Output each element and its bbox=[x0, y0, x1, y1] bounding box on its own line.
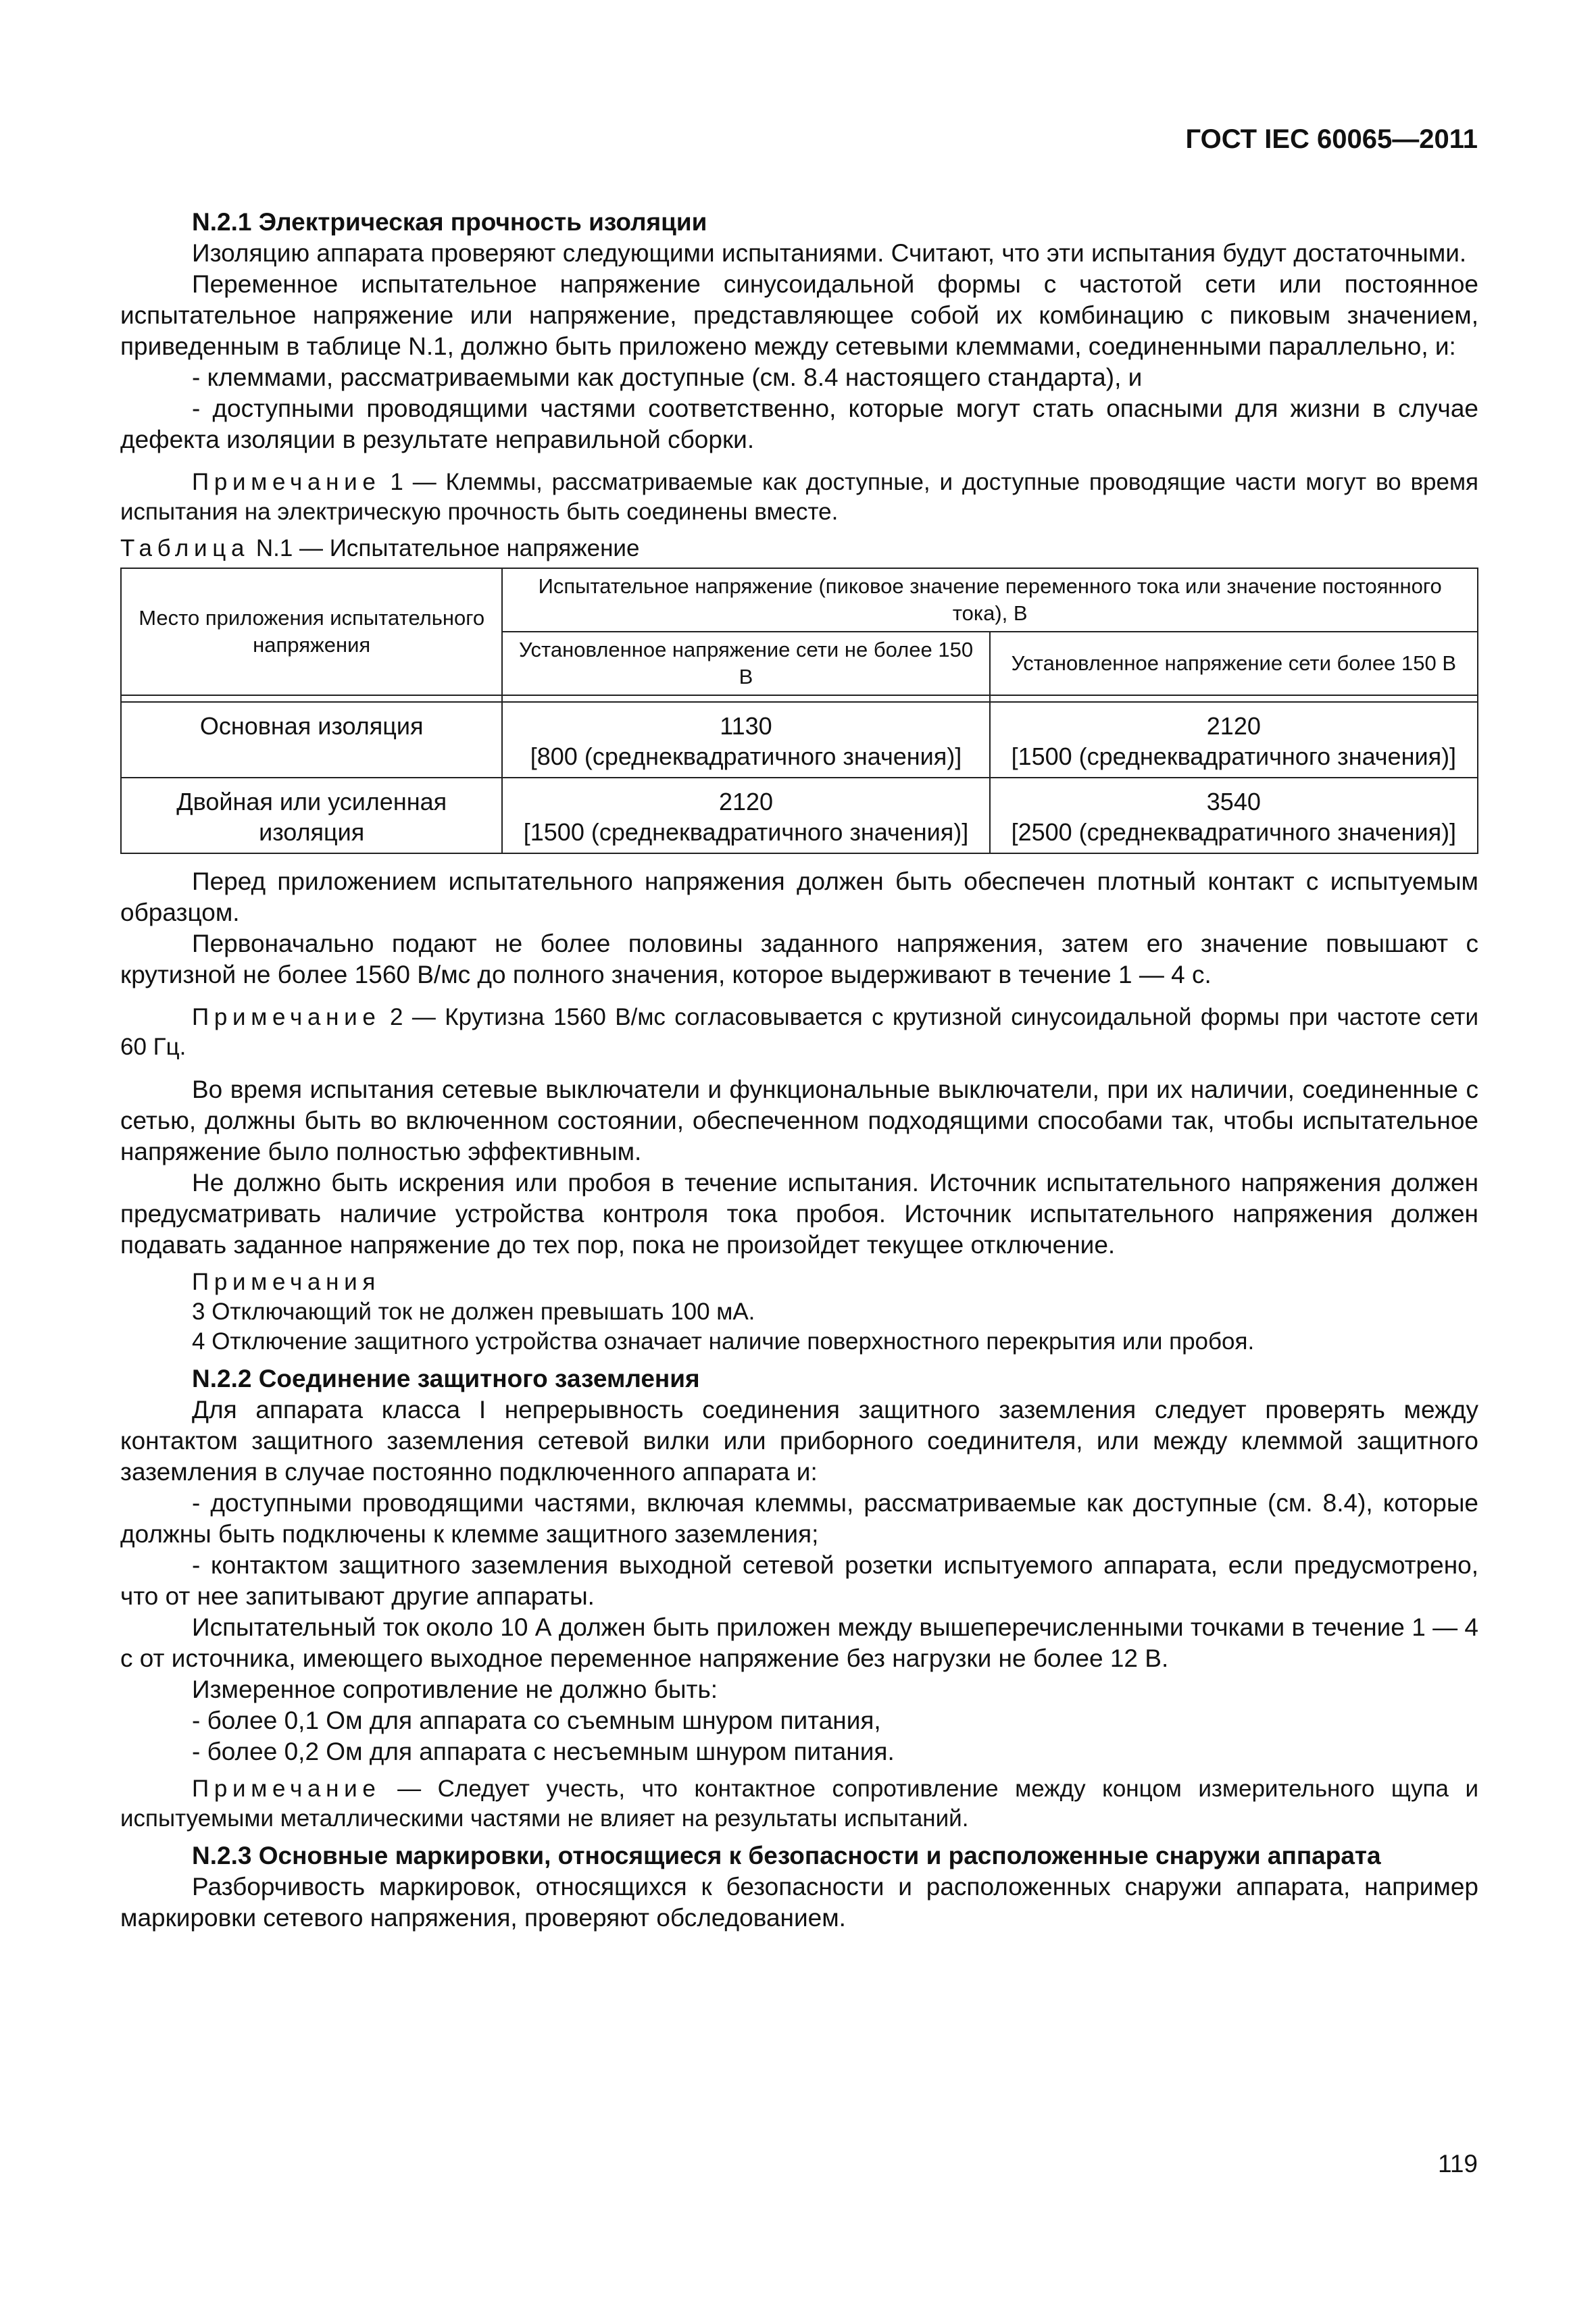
table-caption bbox=[120, 534, 1478, 563]
list-item: - контактом защитного заземления выходной сетевой розетки испытуемого аппарата, если предусмотрено, что от нее запитывают другие аппараты. bbox=[120, 1551, 1478, 1610]
table-row bbox=[121, 702, 1478, 778]
table-header-gt150: Установленное напряжение сети более 150 В bbox=[990, 632, 1478, 695]
section-heading-n21: N.2.1 Электрическая прочность изоляции bbox=[192, 208, 707, 236]
table-cell-gt150 bbox=[990, 702, 1478, 778]
notes-heading bbox=[120, 1267, 1478, 1297]
page-number: 119 bbox=[1438, 2150, 1478, 2178]
table-row bbox=[121, 778, 1478, 853]
paragraph: Не должно быть искрения или пробоя в течение испытания. Источник испытательного напряжения должен предусматривать наличие устройства контроля тока пробоя. Источник испытательного напряжения должен подавать заданное напряжение до тех пор, пока не произойдет текущее отключение. bbox=[120, 1169, 1478, 1259]
cell-peak-value: 3540 bbox=[1206, 788, 1261, 815]
cell-peak-value: 2120 bbox=[718, 788, 774, 815]
note-label: Примечание bbox=[192, 1004, 381, 1030]
list-item: - более 0,1 Ом для аппарата со съемным шнуром питания, bbox=[192, 1707, 881, 1734]
list-item: - более 0,2 Ом для аппарата с несъемным шнуром питания. bbox=[192, 1738, 895, 1765]
cell-peak-value: 2120 bbox=[1206, 712, 1261, 740]
notes-label: Примечания bbox=[192, 1269, 381, 1295]
list-item: - доступными проводящими частями соответственно, которые могут стать опасными для жизни в случае дефекта изоляции в результате неправильной сборки. bbox=[120, 395, 1478, 453]
list-item: - клеммами, рассматриваемыми как доступные (см. 8.4 настоящего стандарта), и bbox=[192, 363, 1143, 391]
table-cell-place: Двойная или усиленная изоляция bbox=[121, 778, 502, 853]
note-4: 4 Отключение защитного устройства означает наличие поверхностного перекрытия или пробоя. bbox=[192, 1328, 1255, 1355]
table-cell-le150 bbox=[502, 778, 989, 853]
paragraph: Первоначально подают не более половины заданного напряжения, затем его значение повышают с крутизной не более 1560 В/мс до полного значения, которое выдерживают в течение 1 — 4 с. bbox=[120, 930, 1478, 988]
table-caption-text: N.1 — Испытательное напряжение bbox=[249, 535, 640, 561]
paragraph: Разборчивость маркировок, относящихся к безопасности и расположенных снаружи аппарата, например маркировки сетевого напряжения, проверяют обследованием. bbox=[120, 1873, 1478, 1932]
table-cell-place: Основная изоляция bbox=[121, 702, 502, 778]
list-item: - доступными проводящими частями, включая клеммы, рассматриваемые как доступные (см. 8.4), которые должны быть подключены к клемме защитного заземления; bbox=[120, 1489, 1478, 1548]
note-text: 1 — Клеммы, рассматриваемые как доступные, и доступные проводящие части могут во время испытания на электрическую прочность быть соединены вместе. bbox=[120, 469, 1478, 525]
table-header-place: Место приложения испытательного напряжения bbox=[121, 568, 502, 695]
paragraph: Для аппарата класса I непрерывность соединения защитного заземления следует проверять между контактом защитного заземления сетевой вилки или приборного соединителя, или между клеммой защитного заземления в случае постоянно подключенного аппарата и: bbox=[120, 1396, 1478, 1486]
note-label: Примечание bbox=[192, 1776, 381, 1802]
paragraph: Испытательный ток около 10 А должен быть приложен между вышеперечисленными точками в течение 1 — 4 с от источника, имеющего выходное переменное напряжение без нагрузки не более 12 В. bbox=[120, 1613, 1478, 1672]
cell-rms-value: [1500 (среднеквадратичного значения)] bbox=[523, 818, 969, 846]
paragraph: Изоляцию аппарата проверяют следующими испытаниями. Считают, что эти испытания будут достаточными. bbox=[192, 239, 1467, 267]
note-n22 bbox=[120, 1774, 1478, 1834]
document-code: ГОСТ IEC 60065—2011 bbox=[1185, 124, 1478, 154]
note-3: 3 Отключающий ток не должен превышать 100 мА. bbox=[192, 1299, 755, 1325]
table-header-voltage: Испытательное напряжение (пиковое значение переменного тока или значение постоянного тока), В bbox=[502, 568, 1478, 632]
table-header-le150: Установленное напряжение сети не более 150 В bbox=[502, 632, 989, 695]
test-voltage-table bbox=[120, 568, 1478, 854]
cell-rms-value: [800 (среднеквадратичного значения)] bbox=[530, 743, 962, 770]
section-heading-n22: N.2.2 Соединение защитного заземления bbox=[192, 1365, 700, 1392]
paragraph: Переменное испытательное напряжение синусоидальной формы с частотой сети или постоянное испытательное напряжение или напряжение, представляющее собой их комбинацию с пиковым значением, приведенным в таблице N.1, должно быть приложено между сетевыми клеммами, соединенными параллельно, и: bbox=[120, 270, 1478, 360]
table-cell-gt150 bbox=[990, 778, 1478, 853]
paragraph: Во время испытания сетевые выключатели и функциональные выключатели, при их наличии, соединенные с сетью, должны быть во включенном состоянии, обеспеченном подходящими способами так, чтобы испытательное напряжение было полностью эффективным. bbox=[120, 1076, 1478, 1165]
note-1 bbox=[120, 468, 1478, 527]
note-2 bbox=[120, 1003, 1478, 1062]
page-content bbox=[120, 207, 1478, 1934]
cell-rms-value: [2500 (среднеквадратичного значения)] bbox=[1011, 818, 1457, 846]
paragraph: Измеренное сопротивление не должно быть: bbox=[192, 1676, 718, 1703]
section-heading-n23: N.2.3 Основные маркировки, относящиеся к безопасности и расположенные снаружи аппарата bbox=[192, 1842, 1381, 1869]
note-text: — Следует учесть, что контактное сопротивление между концом измерительного щупа и испытуемыми металлическими частями не влияет на результаты испытаний. bbox=[120, 1776, 1478, 1832]
paragraph: Перед приложением испытательного напряжения должен быть обеспечен плотный контакт с испытуемым образцом. bbox=[120, 867, 1478, 926]
cell-rms-value: [1500 (среднеквадратичного значения)] bbox=[1011, 743, 1457, 770]
table-caption-label: Таблица bbox=[120, 535, 250, 561]
table-cell-le150 bbox=[502, 702, 989, 778]
note-label: Примечание bbox=[192, 469, 381, 495]
note-text: 2 — Крутизна 1560 В/мс согласовывается с крутизной синусоидальной формы при частоте сети 60 Гц. bbox=[120, 1004, 1478, 1060]
cell-peak-value: 1130 bbox=[720, 712, 772, 740]
